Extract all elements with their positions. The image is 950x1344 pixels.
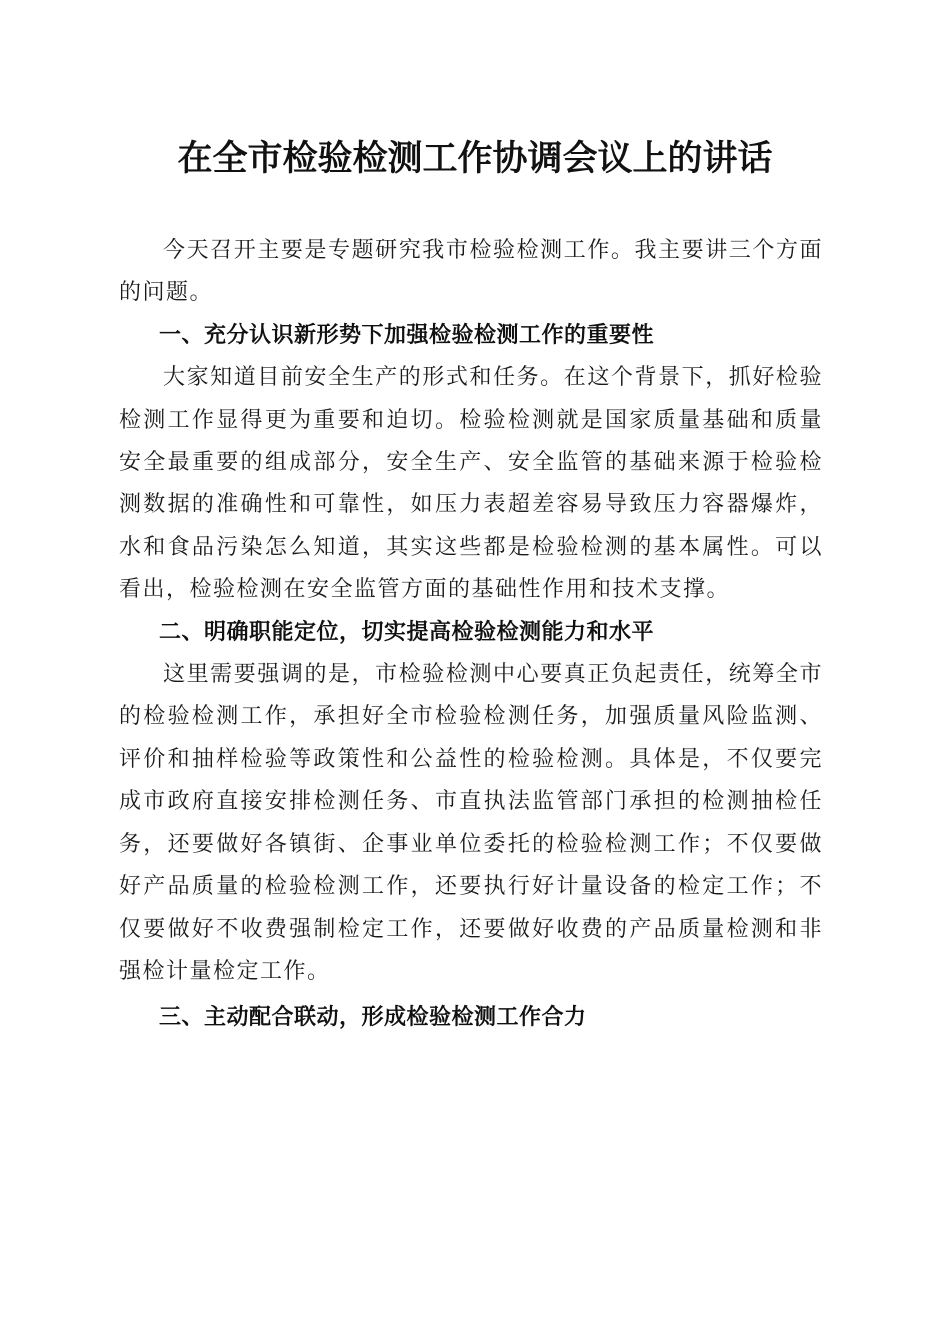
section-paragraph-2: 这里需要强调的是，市检验检测中心要真正负起责任，统筹全市的检验检测工作，承担好全市检验检测任务，加强质量风险监测、评价和抽样检验等政策性和公益性的检验检测。具体是，不仅要完成市政府直接安排检测任务、市直执法监管部门承担的检测抽检任务，还要做好各镇街、企事业单位委托的检验检测工作；不仅要做好产品质量的检验检测工作，还要执行好计量设备的检定工作；不仅要做好不收费强制检定工作，还要做好收费的产品质量检测和非强检计量检定工作。: [119, 662, 823, 984]
intro-paragraph: 今天召开主要是专题研究我市检验检测工作。我主要讲三个方面的问题。: [119, 238, 823, 306]
section-heading-2: 二、明确职能定位，切实提高检验检测能力和水平: [159, 619, 655, 645]
section-paragraph-1: 大家知道目前安全生产的形式和任务。在这个背景下，抓好检验检测工作显得更为重要和迫切。检验检测就是国家质量基础和质量安全最重要的组成部分，安全生产、安全监管的基础来源于检验检测数据的准确性和可靠性，如压力表超差容易导致压力容器爆炸，水和食品污染怎么知道，其实这些都是检验检测的基本属性。可以看出，检验检测在安全监管方面的基础性作用和技术支撑。: [119, 365, 823, 603]
page-title: 在全市检验检测工作协调会议上的讲话: [177, 138, 773, 179]
document-body: [119, 230, 823, 1040]
section-heading-1: 一、充分认识新形势下加强检验检测工作的重要性: [159, 322, 655, 348]
section-heading-3: 三、主动配合联动，形成检验检测工作合力: [159, 1005, 587, 1031]
